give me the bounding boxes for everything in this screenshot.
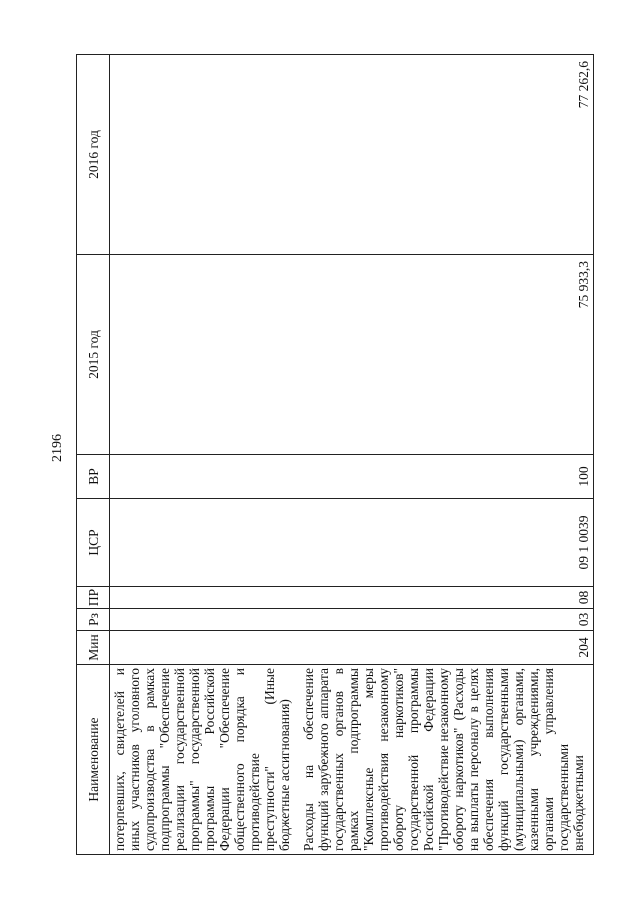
table-header-row bbox=[77, 55, 110, 855]
row-name: Расходы на обеспечение функций зарубежного аппарата государственных органов в рамках подпрограммы "Комплексные меры противодействия незаконному обороту наркотиков" государственной программы Российской Федерации "Противодействие незаконному обороту наркотиков" (Расходы на выплаты персоналу в целях обеспечения выполнения функций государственными (муниципальными) органами, казенными учреждениями, органами управления государственными внебюджетными bbox=[299, 665, 594, 855]
row-pr: 08 bbox=[299, 587, 594, 609]
header-rz: Рз bbox=[77, 609, 110, 631]
row-2016: 77 262,6 bbox=[299, 55, 594, 255]
header-2016: 2016 год bbox=[77, 55, 110, 255]
header-pr: ПР bbox=[77, 587, 110, 609]
row-min bbox=[110, 631, 300, 665]
header-min: Мин bbox=[77, 631, 110, 665]
header-vr: ВР bbox=[77, 455, 110, 499]
row-min: 204 bbox=[299, 631, 594, 665]
header-csr: ЦСР bbox=[77, 499, 110, 587]
row-2016 bbox=[110, 55, 300, 255]
row-2015 bbox=[110, 255, 300, 455]
row-vr: 100 bbox=[299, 455, 594, 499]
row-vr bbox=[110, 455, 300, 499]
table-row bbox=[299, 55, 594, 855]
budget-table bbox=[76, 54, 594, 855]
row-pr bbox=[110, 587, 300, 609]
table-row bbox=[110, 55, 300, 855]
page-number: 2196 bbox=[50, 434, 65, 462]
row-rz: 03 bbox=[299, 609, 594, 631]
row-2015: 75 933,3 bbox=[299, 255, 594, 455]
row-csr bbox=[110, 499, 300, 587]
row-rz bbox=[110, 609, 300, 631]
header-name: Наименование bbox=[77, 665, 110, 855]
header-2015: 2015 год bbox=[77, 255, 110, 455]
row-name: потерпевших, свидетелей и иных участников уголовного судопроизводства в рамках подпрограммы "Обеспечение реализации государственной программы" государственной программы Российской Федерации "Обеспечение общественного порядка и противодействие преступности" (Иные бюджетные ассигнования) bbox=[110, 665, 300, 855]
budget-table-sheet bbox=[76, 55, 596, 855]
row-csr: 09 1 0039 bbox=[299, 499, 594, 587]
